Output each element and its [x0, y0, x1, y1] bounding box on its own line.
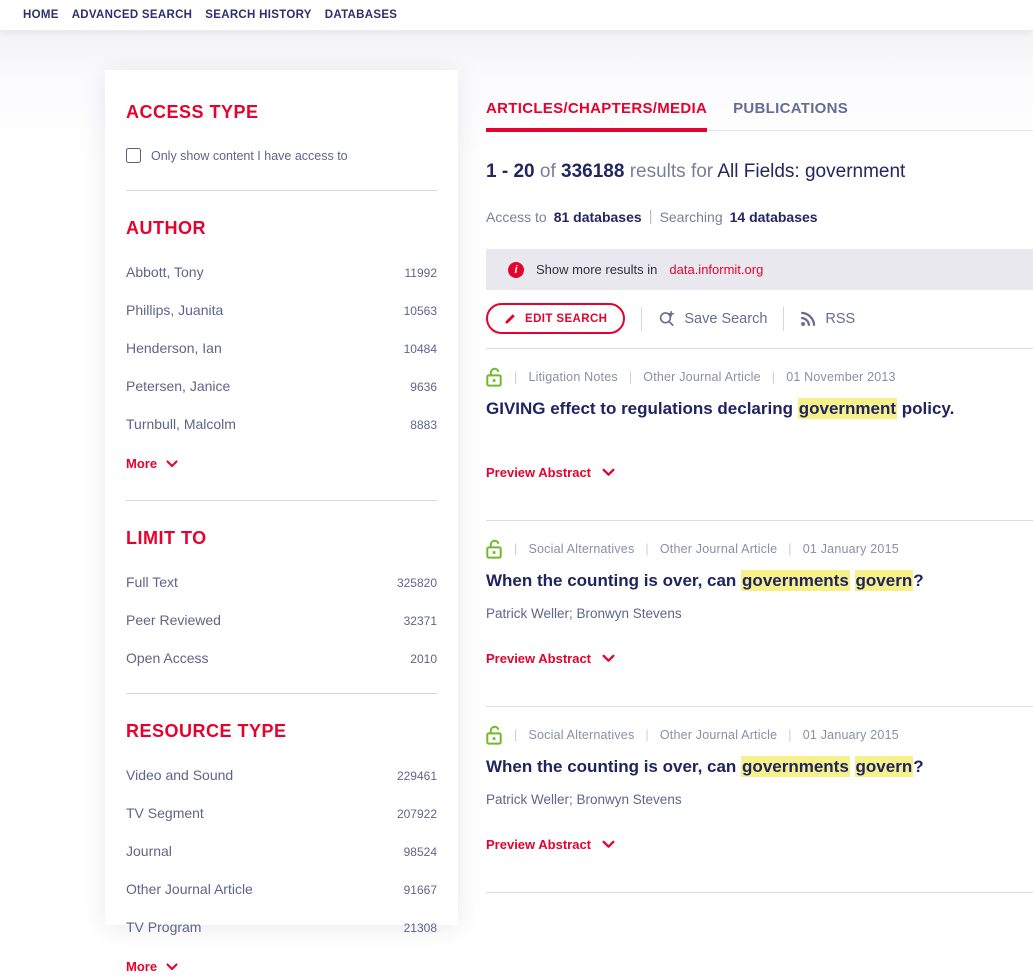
access-checkbox-label: Only show content I have access to: [151, 148, 348, 163]
facet-count: 98524: [403, 845, 437, 859]
pipe-separator: |: [514, 370, 518, 384]
facet-count: 10484: [403, 342, 437, 356]
result-item: [486, 349, 1033, 521]
vertical-separator: [641, 307, 642, 331]
title-text: ?: [913, 570, 924, 590]
facet-row[interactable]: [126, 612, 437, 628]
vertical-separator: [783, 307, 784, 331]
chevron-down-icon: [602, 840, 615, 849]
nav-link-databases[interactable]: DATABASES: [324, 9, 398, 21]
search-query: All Fields: government: [717, 161, 906, 182]
facet-row[interactable]: [126, 574, 437, 590]
highlighted-term: governments: [742, 570, 849, 590]
pipe-separator: |: [645, 541, 649, 556]
section-title-limit-to: LIMIT TO: [126, 528, 207, 548]
db-searching-count: 14 databases: [729, 208, 818, 225]
info-icon: i: [508, 262, 524, 278]
results-summary: [486, 161, 1033, 183]
database-access-line: [486, 208, 1033, 225]
page-body: [0, 31, 1033, 974]
preview-abstract-label: Preview Abstract: [486, 650, 592, 666]
edit-search-label: EDIT SEARCH: [525, 312, 608, 325]
notice-link[interactable]: data.informit.org: [669, 262, 764, 277]
resource-type-more-link[interactable]: [126, 959, 178, 974]
result-meta: [486, 539, 1033, 559]
facet-count: 10563: [403, 304, 437, 318]
facet-label: Full Text: [126, 574, 178, 590]
title-text: When the counting is over, can: [486, 756, 742, 776]
highlighted-term: govern: [855, 570, 913, 590]
facet-count: 21308: [403, 921, 437, 935]
result-divider: [486, 892, 1033, 893]
result-type: Other Journal Article: [659, 541, 778, 556]
result-title[interactable]: [486, 398, 1033, 421]
search-plus-icon: [658, 310, 676, 328]
result-journal[interactable]: Social Alternatives: [528, 727, 635, 742]
facet-label: Peer Reviewed: [126, 612, 221, 628]
highlighted-term: govern: [855, 756, 913, 776]
facet-count: 32371: [403, 614, 437, 628]
title-text: GIVING effect to regulations declaring: [486, 399, 798, 418]
result-date: 01 November 2013: [786, 370, 896, 384]
access-checkbox[interactable]: [126, 148, 141, 163]
section-title-author: AUTHOR: [126, 218, 206, 238]
edit-search-button[interactable]: [486, 303, 625, 334]
result-journal[interactable]: Social Alternatives: [528, 541, 635, 556]
save-search-button[interactable]: [658, 310, 767, 328]
facet-label: TV Segment: [126, 805, 204, 821]
preview-abstract-toggle[interactable]: [486, 465, 615, 480]
facet-row[interactable]: [126, 767, 437, 783]
facet-count: 2010: [410, 652, 437, 666]
facet-label: Phillips, Juanita: [126, 302, 224, 318]
result-item: [486, 521, 1033, 707]
result-date: 01 January 2015: [802, 727, 899, 742]
facet-row[interactable]: [126, 919, 437, 935]
result-meta: [486, 725, 1033, 745]
facet-row[interactable]: [126, 264, 437, 280]
preview-abstract-label: Preview Abstract: [486, 464, 592, 480]
actions-row: [486, 303, 1033, 334]
result-title[interactable]: [486, 570, 1033, 593]
nav-link-home[interactable]: HOME: [23, 9, 59, 21]
facet-row[interactable]: [126, 340, 437, 356]
result-authors: Patrick Weller; Bronwyn Stevens: [486, 605, 682, 621]
summary-of: of: [539, 161, 556, 182]
nav-link-search-history[interactable]: SEARCH HISTORY: [205, 9, 312, 21]
result-date: 01 January 2015: [802, 541, 899, 556]
result-meta: [486, 367, 1033, 387]
pipe-separator: |: [771, 370, 776, 384]
preview-abstract-toggle[interactable]: [486, 651, 615, 666]
chevron-down-icon: [602, 468, 615, 477]
more-label: More: [126, 959, 158, 974]
results-main: [458, 70, 1033, 925]
chevron-down-icon: [602, 654, 615, 663]
facet-label: Turnbull, Malcolm: [126, 416, 236, 432]
section-title-resource-type: RESOURCE TYPE: [126, 721, 287, 741]
facet-count: 229461: [396, 769, 437, 783]
facet-label: Henderson, Ian: [126, 340, 222, 356]
facet-label: Other Journal Article: [126, 881, 253, 897]
pipe-separator: |: [514, 727, 518, 742]
access-prefix: Access to: [486, 208, 547, 225]
highlighted-term: governments: [742, 756, 849, 776]
facet-row[interactable]: [126, 843, 437, 859]
facet-label: Open Access: [126, 650, 209, 666]
open-lock-icon: [486, 539, 503, 559]
more-label: More: [126, 456, 158, 471]
results-range: 1 - 20: [486, 161, 535, 182]
results-total: 336188: [561, 161, 625, 182]
pipe-separator: |: [648, 208, 653, 225]
filters-sidebar: [105, 70, 458, 974]
results-tabs: [486, 100, 1033, 131]
facet-label: Video and Sound: [126, 767, 234, 783]
sidebar-divider: [126, 693, 437, 694]
facet-label: Petersen, Janice: [126, 378, 231, 394]
facet-row[interactable]: [126, 378, 437, 394]
rss-label: RSS: [825, 310, 856, 327]
chevron-down-icon: [166, 963, 178, 971]
access-checkbox-row[interactable]: [126, 148, 437, 163]
tab-publications[interactable]: PUBLICATIONS: [733, 100, 849, 117]
title-text: [850, 757, 855, 776]
top-nav: [0, 0, 1033, 31]
facet-count: 9636: [410, 380, 437, 394]
result-authors: Patrick Weller; Bronwyn Stevens: [486, 791, 682, 807]
facet-row[interactable]: [126, 805, 437, 821]
pencil-icon: [504, 312, 517, 325]
sidebar-divider: [126, 190, 437, 191]
notice-bar: [486, 249, 1033, 290]
facet-label: Journal: [126, 843, 172, 859]
pipe-separator: |: [628, 370, 633, 384]
pipe-separator: |: [788, 541, 792, 556]
notice-text: Show more results in: [536, 262, 658, 277]
searching-label: Searching: [659, 208, 723, 225]
pipe-separator: |: [788, 727, 792, 742]
tab-articles-chapters-media[interactable]: ARTICLES/CHAPTERS/MEDIA: [486, 100, 707, 130]
result-type: Other Journal Article: [643, 370, 761, 384]
facet-label: TV Program: [126, 919, 202, 935]
facet-count: 207922: [396, 807, 437, 821]
chevron-down-icon: [166, 460, 178, 468]
nav-link-advanced-search[interactable]: ADVANCED SEARCH: [71, 9, 193, 21]
facet-count: 91667: [403, 883, 437, 897]
facet-row[interactable]: [126, 416, 437, 432]
facet-count: 8883: [410, 418, 437, 432]
result-title[interactable]: [486, 756, 1033, 779]
facet-row[interactable]: [126, 881, 437, 897]
open-lock-icon: [486, 367, 503, 387]
db-access-count: 81 databases: [553, 208, 642, 225]
facet-row[interactable]: [126, 302, 437, 318]
author-more-link[interactable]: [126, 456, 178, 471]
facet-count: 325820: [396, 576, 437, 590]
result-type: Other Journal Article: [659, 727, 778, 742]
pipe-separator: |: [645, 727, 649, 742]
result-item: [486, 707, 1033, 893]
highlighted-term: government: [798, 399, 897, 418]
result-journal[interactable]: Litigation Notes: [528, 370, 618, 384]
facet-count: 11992: [404, 266, 437, 280]
facet-row[interactable]: [126, 650, 437, 666]
rss-button[interactable]: [800, 310, 855, 327]
title-text: policy.: [897, 399, 955, 418]
pipe-separator: |: [514, 541, 518, 556]
sidebar-divider: [126, 500, 437, 501]
title-text: ?: [913, 756, 924, 776]
title-text: [850, 571, 855, 590]
title-text: When the counting is over, can: [486, 570, 742, 590]
preview-abstract-toggle[interactable]: [486, 837, 615, 852]
rss-icon: [800, 310, 817, 327]
preview-abstract-label: Preview Abstract: [486, 836, 592, 852]
summary-results-for: results for: [629, 161, 714, 182]
facet-label: Abbott, Tony: [126, 264, 204, 280]
save-search-label: Save Search: [684, 310, 768, 327]
open-lock-icon: [486, 725, 503, 745]
section-title-access-type: ACCESS TYPE: [126, 102, 259, 122]
